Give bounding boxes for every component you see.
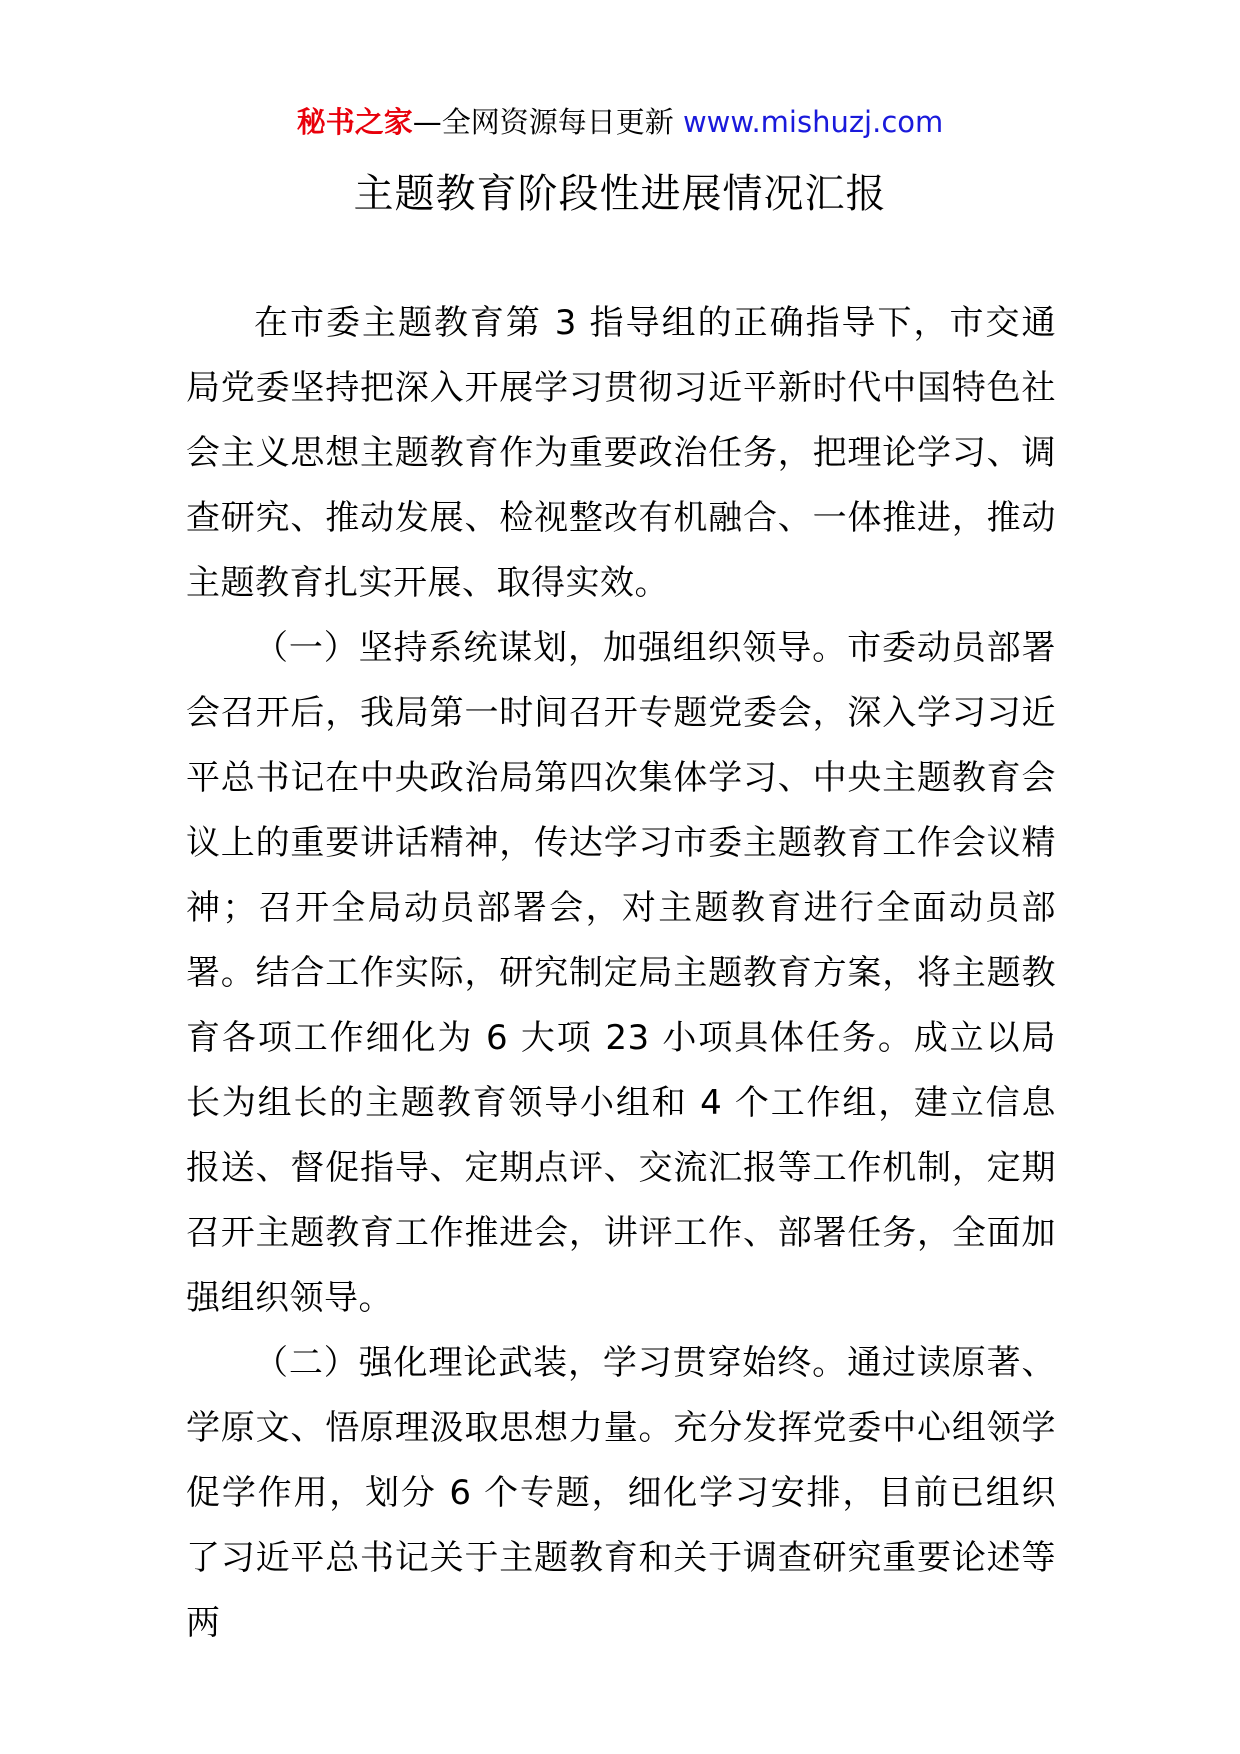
section-2-paragraph bbox=[186, 1331, 1056, 1656]
site-name: 秘书之家 bbox=[296, 105, 413, 139]
site-url-link[interactable]: www.mishuzj.com bbox=[682, 105, 944, 139]
section-1-paragraph bbox=[186, 616, 1056, 1331]
intro-paragraph: 在市委主题教育第 3 指导组的正确指导下，市交通局党委坚持把深入开展学习贯彻习近平新时代中国特色社会主义思想主题教育作为重要政治任务，把理论学习、调查研究、推动发展、检视整改有机融合、一体推进，推动主题教育扎实开展、取得实效。 bbox=[186, 303, 1056, 603]
section-2-heading: （二）强化理论武装，学习贯穿始终。 bbox=[254, 1343, 848, 1383]
section-1-heading: （一）坚持系统谋划，加强组织领导。 bbox=[254, 628, 848, 668]
section-2-body: 通过读原著、学原文、悟原理汲取思想力量。充分发挥党委中心组领学促学作用，划分 6 个专题，细化学习安排，目前已组织了习近平总书记关于主题教育和关于调查研究重要论述等两 bbox=[186, 1343, 1057, 1643]
document-body bbox=[186, 291, 1056, 1656]
site-header bbox=[0, 102, 1240, 142]
site-tagline: —全网资源每日更新 bbox=[412, 105, 674, 139]
section-1-body: 市委动员部署会召开后，我局第一时间召开专题党委会，深入学习习近平总书记在中央政治局第四次集体学习、中央主题教育会议上的重要讲话精神，传达学习市委主题教育工作会议精神；召开全局动员部署会，对主题教育进行全面动员部署。结合工作实际，研究制定局主题教育方案，将主题教育各项工作细化为 6 大项 23 小项具体任务。成立以局长为组长的主题教育领导小组和 4 个工作组，建立信息报送、督促指导、定期点评、交流汇报等工作机制，定期召开主题教育工作推进会，讲评工作、部署任务，全面加强组织领导。 bbox=[186, 628, 1057, 1318]
document-title: 主题教育阶段性进展情况汇报 bbox=[353, 171, 887, 217]
